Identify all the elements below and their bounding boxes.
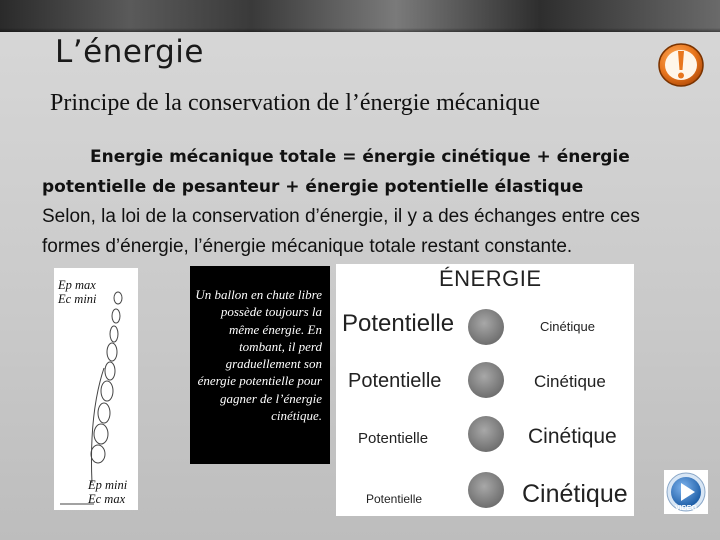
row1-right: Cinétique <box>540 319 595 334</box>
slide-subtitle: Principe de la conservation de l’énergie mécanique <box>50 90 541 116</box>
row3-right: Cinétique <box>528 425 617 448</box>
energy-diagram <box>336 264 634 516</box>
video-play-icon[interactable] <box>664 470 708 514</box>
video-label: VIDEO <box>675 505 697 512</box>
caption-box <box>190 266 330 464</box>
row4-right: Cinétique <box>522 480 628 508</box>
warning-exclamation-icon <box>657 42 705 88</box>
row2-right: Cinétique <box>534 372 606 391</box>
caption-text: Un ballon en chute libre possède toujours la même énergie. En tombant, il perd graduellement son énergie potentielle pour gagner de l’énergie cinétique. <box>195 287 322 424</box>
label-ep-max: Ep max <box>58 278 96 292</box>
energy-heading: ÉNERGIE <box>439 266 542 291</box>
label-ec-max: Ec max <box>88 492 126 506</box>
falling-ball-figure <box>54 268 138 510</box>
label-ep-mini: Ep mini <box>88 478 128 492</box>
label-ec-mini: Ec mini <box>58 292 97 306</box>
row1-left: Potentielle <box>342 310 455 337</box>
decorative-header-strip <box>0 0 720 32</box>
equation-line: Energie mécanique totale = énergie cinétique + énergie potentielle de pesanteur + énergie potentielle élastique <box>42 147 630 197</box>
row2-left: Potentielle <box>348 370 442 392</box>
row3-left: Potentielle <box>358 430 429 447</box>
explanation-paragraph: Selon, la loi de la conservation d’énergie, il y a des échanges entre ces formes d’énergie, l’énergie mécanique totale restant constante. <box>42 206 640 257</box>
row4-left: Potentielle <box>366 492 423 506</box>
body-text <box>42 142 692 262</box>
ball-sequence-drawing <box>54 268 138 510</box>
slide-title: L’énergie <box>55 34 204 70</box>
